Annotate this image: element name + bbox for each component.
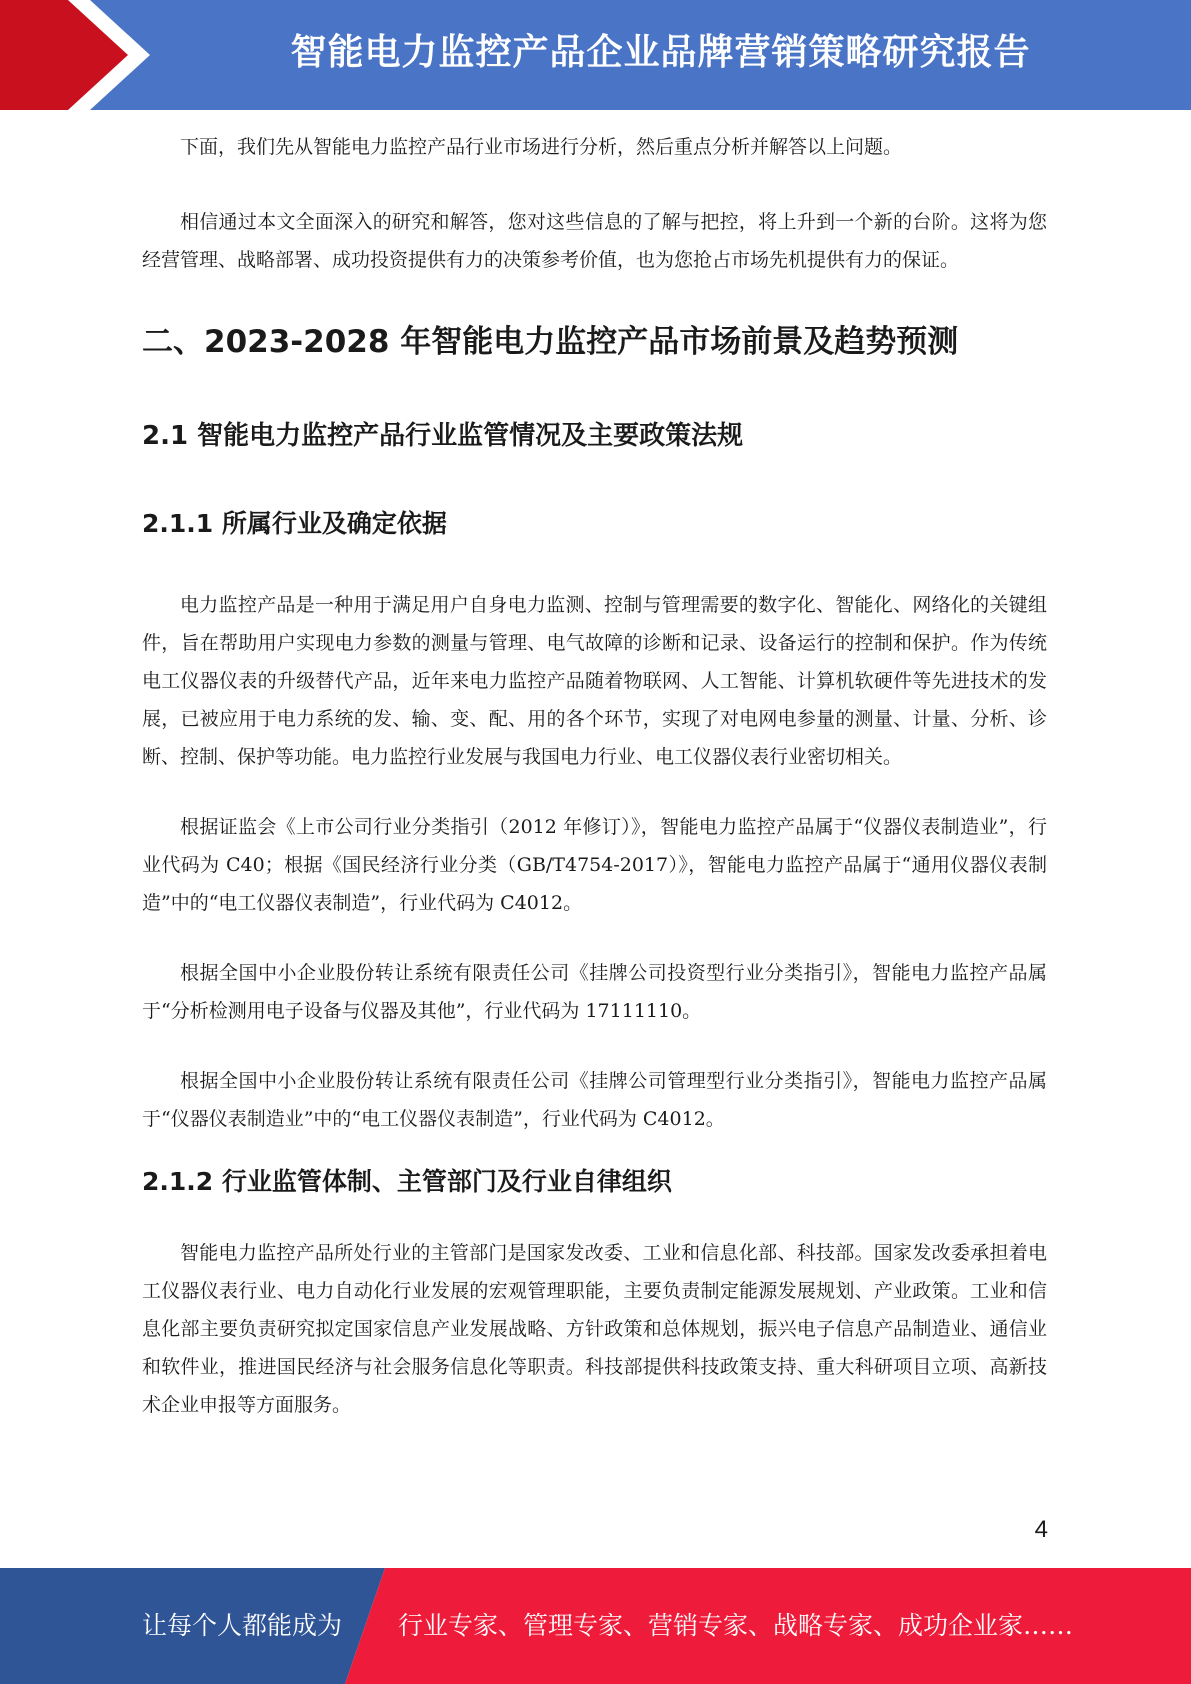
body-paragraph: 电力监控产品是一种用于满足用户自身电力监测、控制与管理需要的数字化、智能化、网络化的关键组件，旨在帮助用户实现电力参数的测量与管理、电气故障的诊断和记录、设备运行的控制和保护。作为传统电工仪器仪表的升级替代产品，近年来电力监控产品随着物联网、人工智能、计算机软硬件等先进技术的发展，已被应用于电力系统的发、输、变、配、用的各个环节，实现了对电网电参量的测量、计量、分析、诊断、控制、保护等功能。电力监控行业发展与我国电力行业、电工仪器仪表行业密切相关。 xyxy=(142,594,1047,768)
subsection-heading-2-1-2: 2.1.2 行业监管体制、主管部门及行业自律组织 xyxy=(142,1167,672,1196)
section-heading: 二、2023-2028 年智能电力监控产品市场前景及趋势预测 xyxy=(142,324,959,360)
body-paragraph: 智能电力监控产品所处行业的主管部门是国家发改委、工业和信息化部、科技部。国家发改委承担着电工仪器仪表行业、电力自动化行业发展的宏观管理职能，主要负责制定能源发展规划、产业政策。工业和信息化部主要负责研究拟定国家信息产业发展战略、方针政策和总体规划，振兴电子信息产品制造业、通信业和软件业，推进国民经济与社会服务信息化等职责。科技部提供科技政策支持、重大科研项目立项、高新技术企业申报等方面服务。 xyxy=(142,1242,1047,1416)
report-title: 智能电力监控产品企业品牌营销策略研究报告 xyxy=(290,32,1031,73)
footer-banner xyxy=(0,1568,1191,1684)
footer-slogan-right: 行业专家、管理专家、营销专家、战略专家、成功企业家…… xyxy=(398,1611,1074,1640)
page-content xyxy=(142,128,1047,1424)
subsection-heading-2-1-1: 2.1.1 所属行业及确定依据 xyxy=(142,509,447,538)
header-banner xyxy=(0,0,1191,110)
page-number: 4 xyxy=(1034,1516,1048,1543)
body-paragraph: 根据全国中小企业股份转让系统有限责任公司《挂牌公司投资型行业分类指引》，智能电力监控产品属于“分析检测用电子设备与仪器及其他”，行业代码为 17111110。 xyxy=(142,962,1047,1022)
footer-slogan-left: 让每个人都能成为 xyxy=(142,1611,343,1640)
subsection-heading-2-1: 2.1 智能电力监控产品行业监管情况及主要政策法规 xyxy=(142,421,744,451)
body-paragraph: 根据证监会《上市公司行业分类指引（2012 年修订）》，智能电力监控产品属于“仪器仪表制造业”，行业代码为 C40；根据《国民经济行业分类（GB/T4754-2017）》，智能电力监控产品属于“通用仪器仪表制造”中的“电工仪器仪表制造”，行业代码为 C4012。 xyxy=(142,816,1047,914)
body-paragraph: 根据全国中小企业股份转让系统有限责任公司《挂牌公司管理型行业分类指引》，智能电力监控产品属于“仪器仪表制造业”中的“电工仪器仪表制造”，行业代码为 C4012。 xyxy=(142,1070,1047,1130)
intro-paragraph-2: 相信通过本文全面深入的研究和解答，您对这些信息的了解与把控，将上升到一个新的台阶。这将为您经营管理、战略部署、成功投资提供有力的决策参考价值，也为您抢占市场先机提供有力的保证。 xyxy=(142,211,1047,271)
intro-paragraph: 下面，我们先从智能电力监控产品行业市场进行分析，然后重点分析并解答以上问题。 xyxy=(180,136,903,158)
